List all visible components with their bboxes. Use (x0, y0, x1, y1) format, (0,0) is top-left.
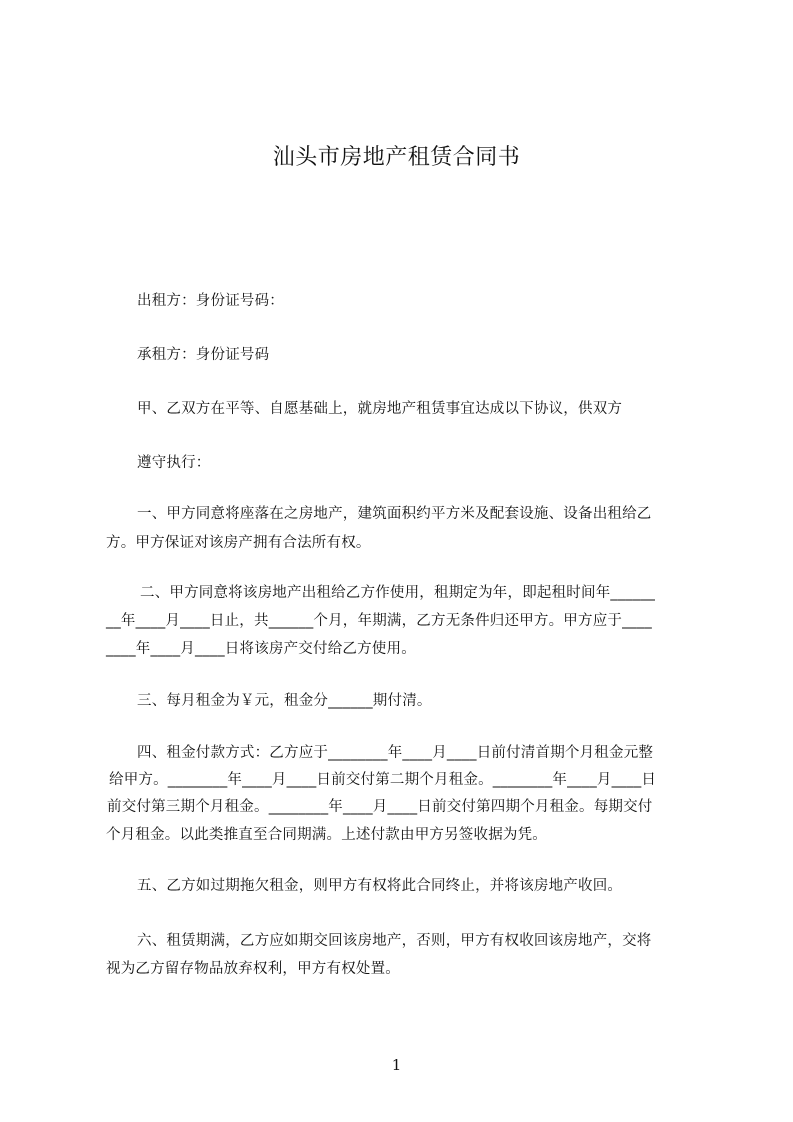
clause-2-line: __年____月____日止，共______个月，年期满，乙方无条件归还甲方。甲方应于____ (106, 613, 652, 629)
clause-2-line: 二、甲方同意将该房地产出租给乙方作使用，租期定为年，即起租时间年______ (140, 585, 656, 601)
document-title: 汕头市房地产租赁合同书 (272, 145, 521, 170)
clause-1-line: 一、甲方同意将座落在之房地产，建筑面积约平方米及配套设施、设备出租给乙 (137, 506, 652, 522)
clause-6-line: 视为乙方留存物品放弃权利，甲方有权处置。 (106, 961, 400, 977)
clause-4-line: 前交付第三期个月租金。________年____月____日前交付第四期个月租金。每期交付 (107, 799, 653, 815)
lessor-line: 出租方：身份证号码： (137, 293, 284, 309)
intro-line-1: 甲、乙双方在平等、自愿基础上，就房地产租赁事宜达成以下协议，供双方 (137, 401, 623, 417)
page-number: 1 (391, 1056, 402, 1074)
intro-line-2: 遵守执行： (137, 455, 211, 471)
clause-6-line: 六、租赁期满，乙方应如期交回该房地产，否则，甲方有权收回该房地产，交将 (137, 933, 652, 949)
clause-2-line: ____年____月____日将该房产交付给乙方使用。 (106, 641, 416, 657)
clause-4-line: 四、租金付款方式：乙方应于________年____月____日前付清首期个月租金元整 (137, 745, 654, 761)
lessee-line: 承租方：身份证号码 (137, 347, 270, 363)
clause-4-line: 给甲方。________年____月____日前交付第二期个月租金。________年____月____日 (109, 772, 657, 788)
clause-3-line: 三、每月租金为￥元，租金分______期付清。 (137, 693, 432, 709)
clause-1-line: 方。甲方保证对该房产拥有合法所有权。 (106, 535, 371, 551)
clause-5-line: 五、乙方如过期拖欠租金，则甲方有权将此合同终止，并将该房地产收回。 (137, 878, 623, 894)
clause-4-line: 个月租金。以此类推直至合同期满。上述付款由甲方另签收据为凭。 (106, 827, 547, 843)
